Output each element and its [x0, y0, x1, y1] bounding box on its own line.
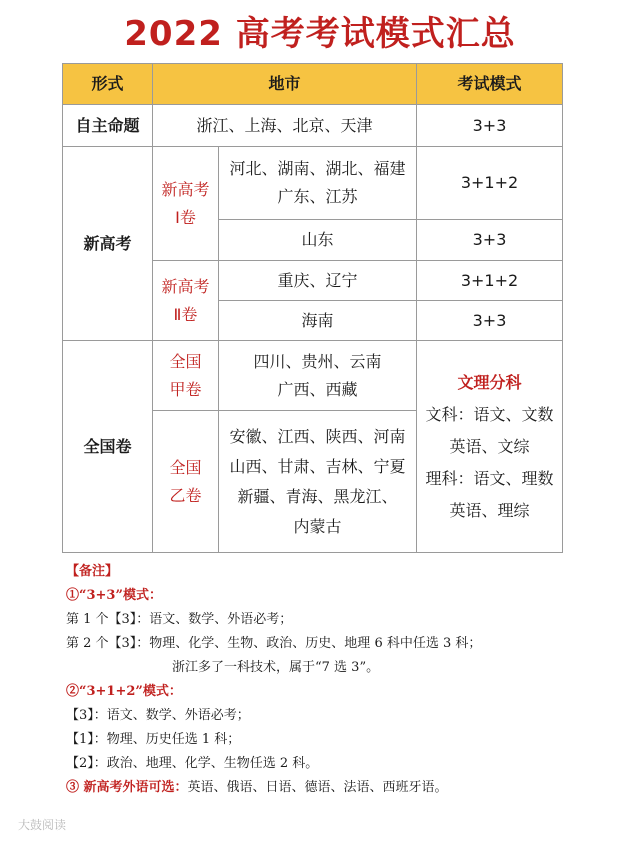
paper-number: Ⅰ卷: [175, 207, 196, 227]
region-cell: 浙江、上海、北京、天津: [153, 105, 417, 147]
note-3: [66, 776, 626, 800]
region-line: 四川、贵州、云南: [253, 351, 382, 371]
table-row: [63, 105, 563, 147]
header-form: 形式: [63, 64, 153, 105]
paper-cell: [153, 147, 219, 261]
note-line: 【2】：政治、地理、化学、生物任选 2 科。: [66, 756, 319, 771]
note-line: 【1】：物理、历史任选 1 科；: [66, 732, 241, 747]
mode-line: 英语、理综: [449, 500, 530, 520]
notes-heading: 【备注】: [66, 564, 119, 579]
paper-name: 新高考: [161, 179, 210, 199]
watermark: 大鼓阅读: [18, 818, 67, 832]
region-cell: [219, 341, 417, 411]
note-1-title: ①“3+3”模式：: [66, 588, 162, 603]
paper-number: 甲卷: [169, 379, 202, 399]
mode-cell: 3+3: [417, 301, 563, 341]
mode-cell: 3+1+2: [417, 261, 563, 301]
mode-line: 文科：语文、文数: [425, 404, 554, 424]
notes-section: [66, 560, 626, 800]
region-line: 广西、西藏: [277, 379, 358, 399]
note-3-text: 英语、俄语、日语、德语、法语、西班牙语。: [187, 780, 448, 795]
region-cell: [219, 411, 417, 553]
region-line: 广东、江苏: [277, 187, 358, 206]
table-row: [63, 341, 563, 411]
note-3-label: ③ 新高考外语可选：: [66, 780, 188, 795]
category-cell: 自主命题: [63, 105, 153, 147]
exam-mode-table: [62, 63, 563, 553]
region-cell: 重庆、辽宁: [219, 261, 417, 301]
table-row: [63, 147, 563, 220]
region-cell: [219, 147, 417, 220]
region-line: 新疆、青海、黑龙江、: [237, 486, 398, 506]
header-mode: 考试模式: [417, 64, 563, 105]
page-title: 2022 高考考试模式汇总: [124, 14, 516, 54]
mode-cell: 3+3: [417, 105, 563, 147]
region-line: 河北、湖南、湖北、福建: [229, 159, 406, 178]
table-header-row: [63, 64, 563, 105]
mode-heading: 文理分科: [457, 372, 522, 392]
header-region: 地市: [153, 64, 417, 105]
paper-name: 全国: [169, 457, 202, 477]
paper-cell: [153, 261, 219, 341]
region-line: 山西、甘肃、吉林、宁夏: [229, 456, 406, 476]
mode-cell: 3+1+2: [417, 147, 563, 220]
note-line: 浙江多了一科技术，属于“7 选 3”。: [172, 660, 380, 675]
region-cell: 山东: [219, 220, 417, 261]
note-2-title: ②“3+1+2”模式：: [66, 684, 182, 699]
region-line: 内蒙古: [293, 516, 342, 536]
paper-name: 新高考: [161, 276, 210, 296]
mode-cell: 3+3: [417, 220, 563, 261]
paper-number: Ⅱ卷: [173, 304, 198, 324]
note-line: 第 2 个【3】：物理、化学、生物、政治、历史、地理 6 科中任选 3 科；: [66, 636, 482, 651]
region-cell: 海南: [219, 301, 417, 341]
mode-line: 理科：语文、理数: [425, 468, 554, 488]
note-line: 第 1 个【3】：语文、数学、外语必考；: [66, 612, 293, 627]
paper-number: 乙卷: [169, 485, 202, 505]
category-cell: 全国卷: [63, 341, 153, 553]
note-line: 【3】：语文、数学、外语必考；: [66, 708, 250, 723]
paper-name: 全国: [169, 351, 202, 371]
category-cell: 新高考: [63, 147, 153, 341]
mode-cell: [417, 341, 563, 553]
mode-line: 英语、文综: [449, 436, 530, 456]
paper-cell: [153, 341, 219, 411]
region-line: 安徽、江西、陕西、河南: [229, 426, 406, 446]
paper-cell: [153, 411, 219, 553]
